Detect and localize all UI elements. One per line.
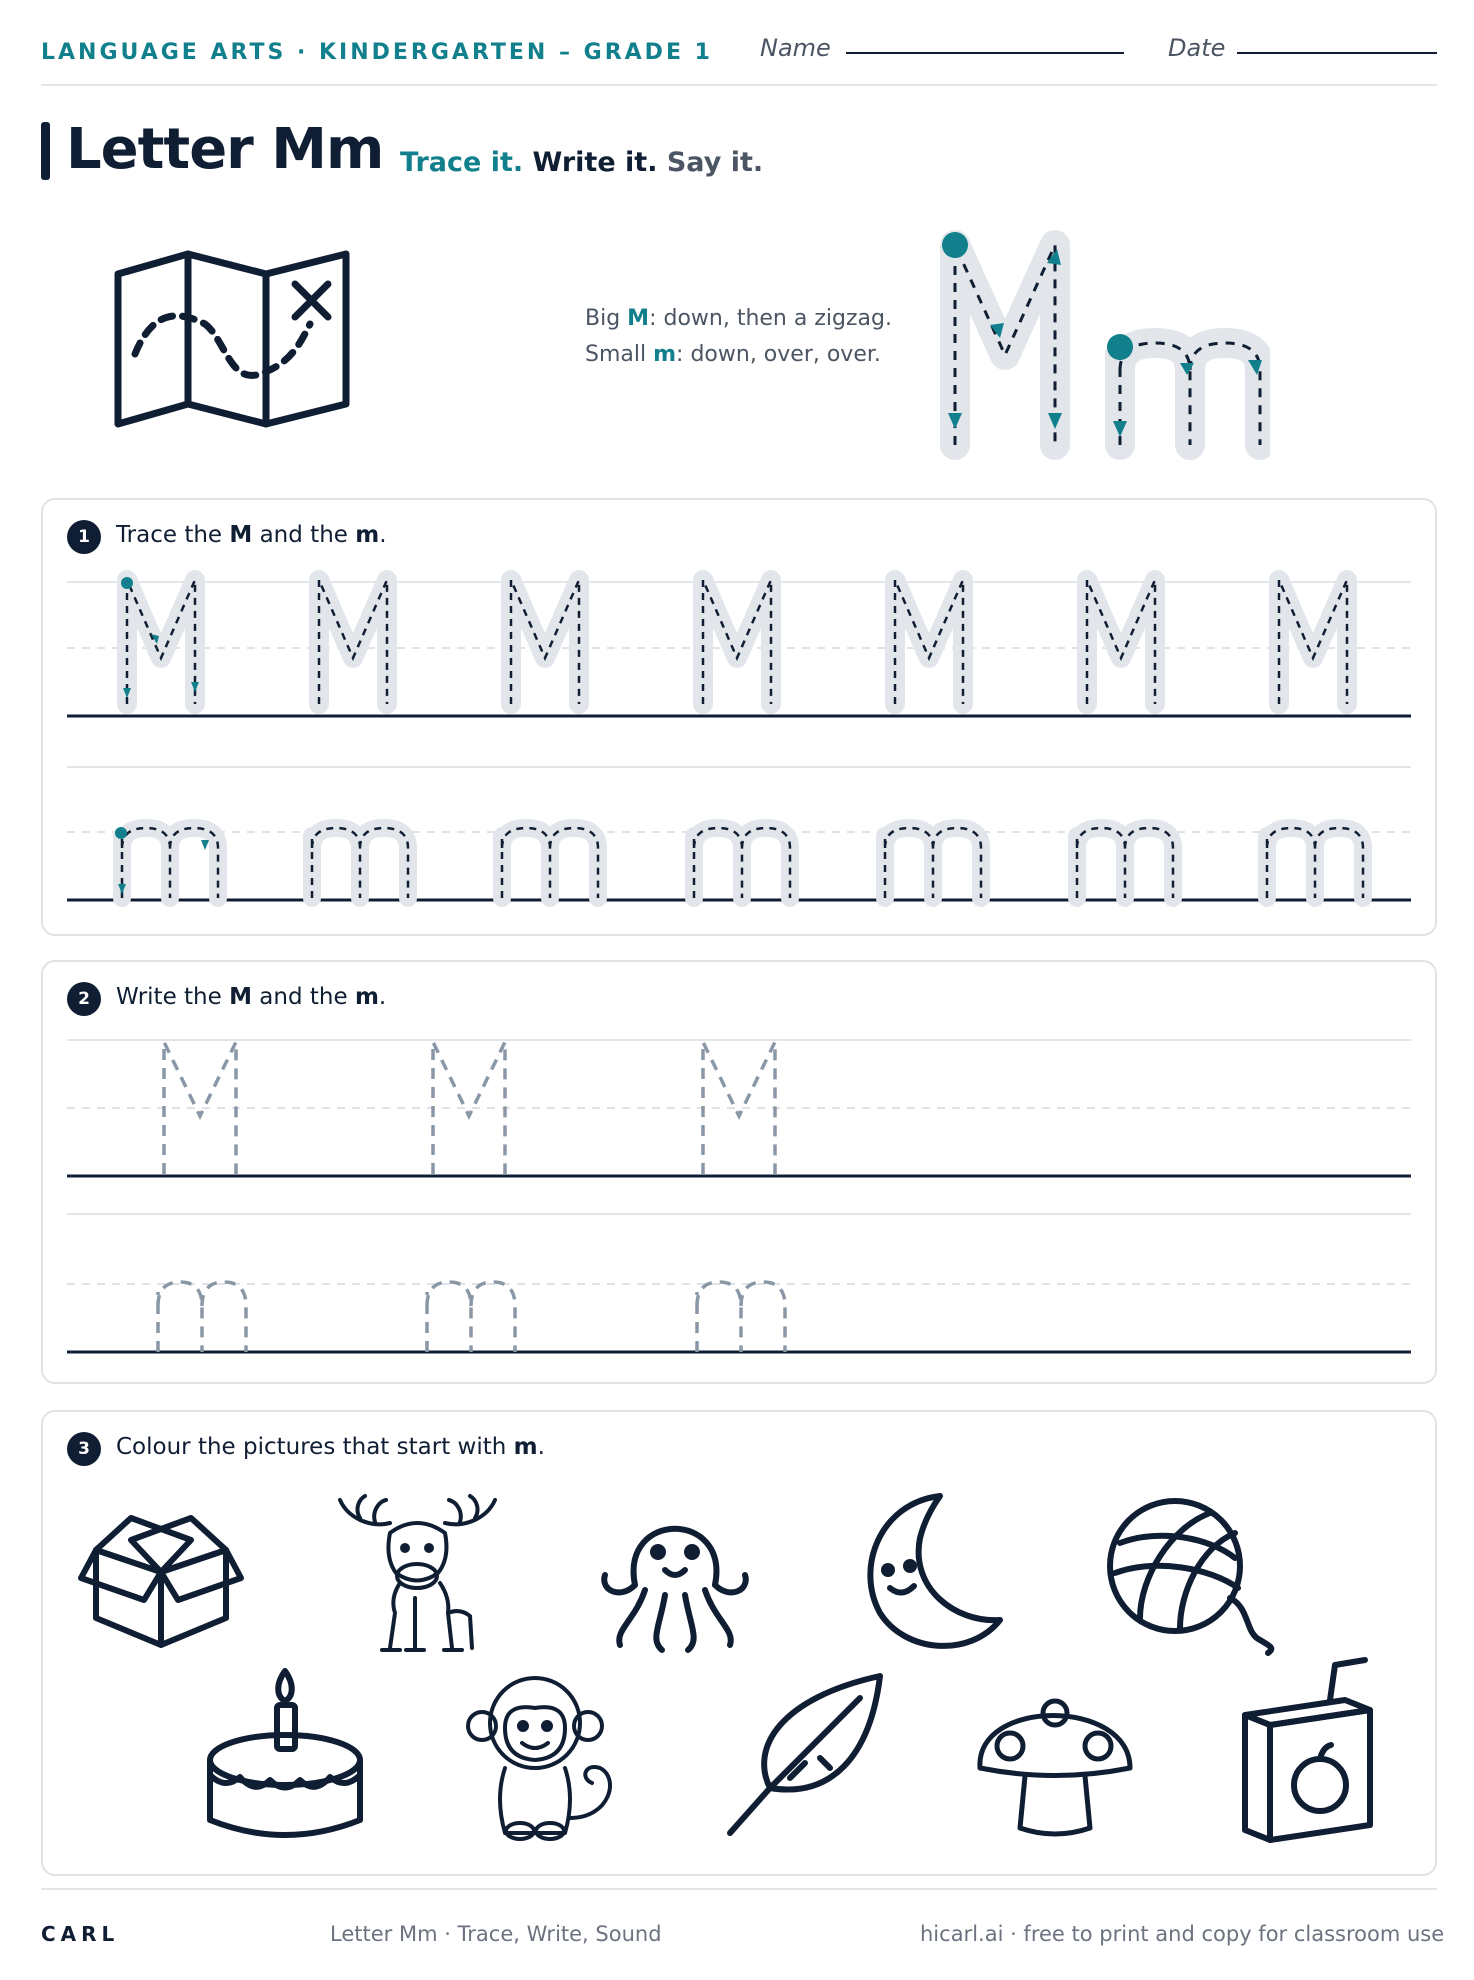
subject-heading: LANGUAGE ARTS · KINDERGARTEN – GRADE 1	[41, 40, 713, 65]
trace-lower-m-1	[122, 828, 218, 898]
model-letter-Mm	[930, 225, 1270, 465]
trace-upper-M-2	[319, 580, 387, 704]
mushroom-icon[interactable]	[970, 1668, 1140, 1843]
hint-lower: Small m: down, over, over.	[585, 342, 881, 367]
moon-icon[interactable]	[850, 1488, 1010, 1658]
page-title: Letter Mm	[66, 117, 384, 182]
juice-box-icon[interactable]	[1235, 1655, 1385, 1845]
tagline-say: Say it.	[666, 147, 764, 178]
tagline-write: Write it.	[532, 147, 658, 178]
trace-lower-m-4	[694, 828, 790, 898]
map-icon	[110, 244, 360, 434]
name-field[interactable]	[846, 52, 1124, 54]
trace-upper-M-5	[895, 580, 963, 704]
box-icon[interactable]	[76, 1500, 246, 1650]
step-number-1: 1	[67, 520, 101, 554]
tagline	[400, 147, 763, 178]
trace-upper-row[interactable]	[121, 577, 1347, 704]
footer-brand: CARL	[41, 1922, 120, 1946]
header-divider	[41, 84, 1437, 86]
step-number-3: 3	[67, 1432, 101, 1466]
hint-upper: Big M: down, then a zigzag.	[585, 306, 892, 331]
date-field[interactable]	[1237, 52, 1437, 54]
trace-upper-M-3	[511, 580, 579, 704]
trace-upper-M-7	[1279, 580, 1347, 704]
date-label: Date	[1168, 34, 1226, 62]
step-number-2: 2	[67, 982, 101, 1016]
step-1-instruction: Trace the M and the m.	[116, 522, 387, 548]
monkey-icon[interactable]	[460, 1668, 630, 1843]
write-lower-m-3	[697, 1282, 785, 1352]
footer-title: Letter Mm · Trace, Write, Sound	[330, 1922, 662, 1946]
write-lower-row[interactable]	[158, 1282, 785, 1352]
write-lower-m-2	[427, 1282, 515, 1352]
step-2-instruction: Write the M and the m.	[116, 984, 387, 1010]
tagline-trace: Trace it.	[400, 147, 524, 178]
moose-icon[interactable]	[330, 1488, 505, 1658]
write-grid[interactable]	[67, 1030, 1411, 1360]
trace-lower-m-5	[885, 828, 981, 898]
trace-lower-row[interactable]	[115, 827, 1363, 898]
write-lower-m-1	[158, 1282, 246, 1352]
footer-credit[interactable]: hicarl.ai · free to print and copy for classroom use	[920, 1922, 1445, 1946]
trace-upper-M-1	[127, 580, 195, 704]
cake-icon[interactable]	[205, 1665, 375, 1845]
octopus-icon[interactable]	[590, 1490, 760, 1660]
yarn-ball-icon[interactable]	[1100, 1488, 1280, 1658]
title-accent-bar	[41, 122, 50, 180]
feather-icon[interactable]	[710, 1668, 890, 1843]
trace-upper-M-6	[1087, 580, 1155, 704]
step-3-instruction: Colour the pictures that start with m.	[116, 1434, 545, 1460]
trace-upper-M-4	[703, 580, 771, 704]
name-label: Name	[760, 34, 831, 62]
trace-lower-m-6	[1077, 828, 1173, 898]
trace-lower-m-7	[1267, 828, 1363, 898]
trace-lower-m-3	[502, 828, 598, 898]
footer-divider	[41, 1888, 1437, 1890]
trace-lower-m-2	[312, 828, 408, 898]
trace-grid[interactable]	[67, 570, 1411, 910]
